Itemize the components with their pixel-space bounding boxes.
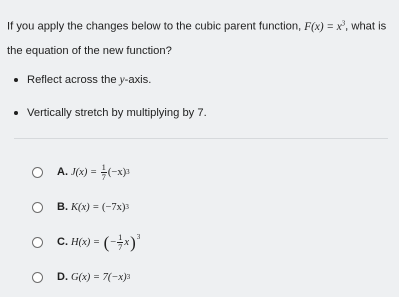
divider [14,138,388,139]
choice-b[interactable] [32,195,129,219]
radio-button-b[interactable] [32,202,43,213]
fraction: $\frac{1}{7}$ [101,161,106,182]
radio-button-d[interactable] [32,272,43,283]
question-text: If you apply the changes below to the cubic parent function, $F(x) = x^3$, what is the equation of the new function? [7,19,387,57]
choice-letter: C. [57,236,68,248]
choice-expression: G(x) = 7(−x) 3 [71,271,131,283]
transformation-list [14,70,207,136]
transformation-item: Reflect across the y-axis. [14,70,207,90]
choice-expression: K(x) = (−7x) 3 [71,201,129,213]
choice-letter: B. [57,201,68,213]
choice-d[interactable] [32,265,130,289]
parent-function: $F(x) = x^3$ [304,19,346,33]
transformation-item: Vertically stretch by multiplying by 7. [14,103,207,123]
radio-button-a[interactable] [32,167,43,178]
choice-letter: D. [57,271,68,283]
choice-c[interactable] [32,230,140,254]
fraction: $\frac{1}{7}$ [118,231,123,252]
choice-a[interactable] [32,160,130,184]
choice-expression: H(x) = ( − $\frac{1}{7}$ x ) $^3$ [71,231,141,252]
choice-expression: J(x) = $\frac{1}{7}$ (−x) 3 [71,161,130,182]
choice-letter: A. [57,166,68,178]
radio-button-c[interactable] [32,237,43,248]
